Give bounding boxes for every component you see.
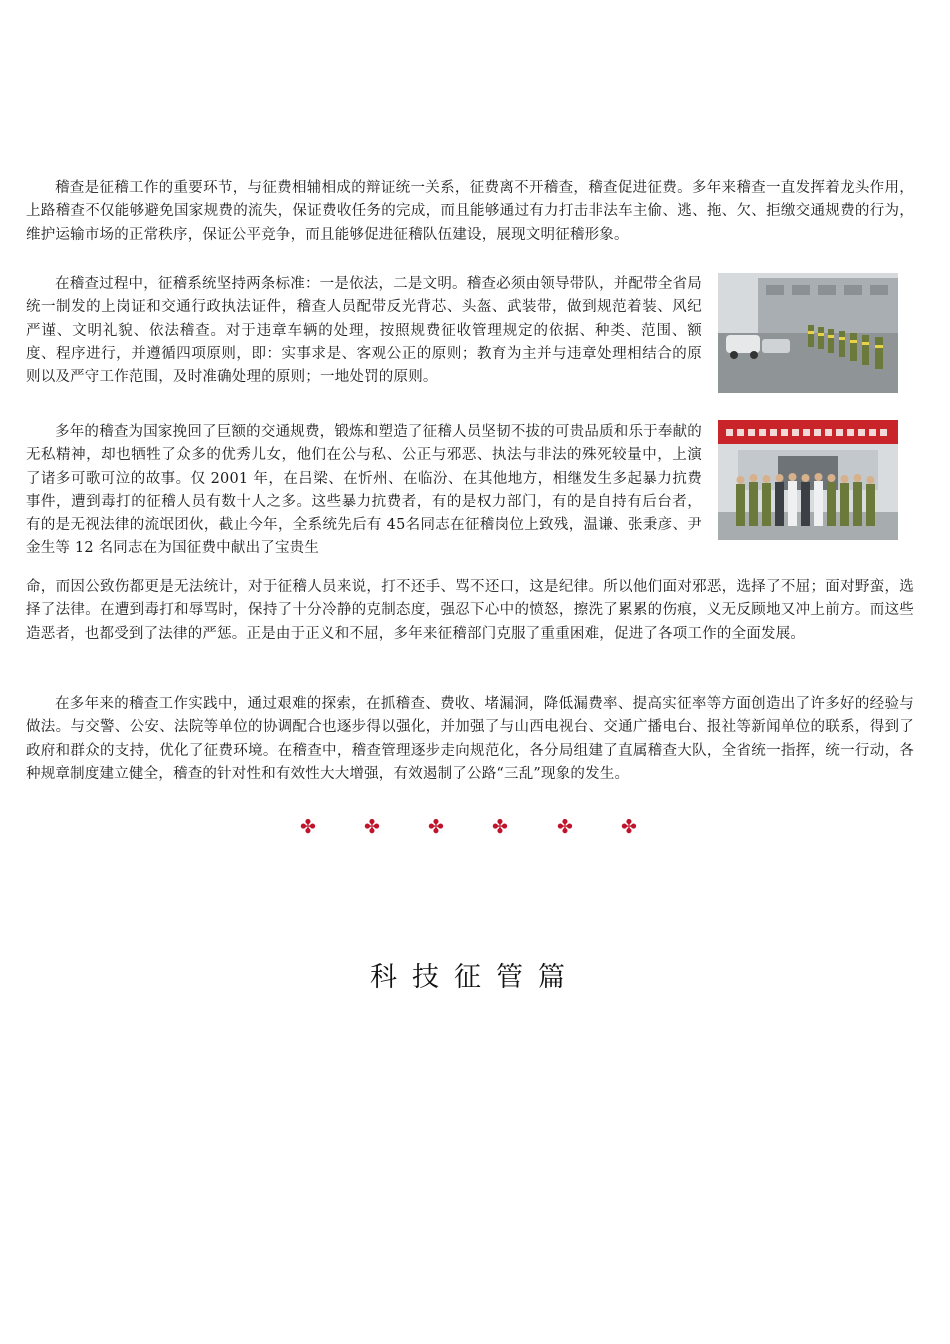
paragraph-audit-standards: 在稽查过程中，征稽系统坚持两条标准：一是依法，二是文明。稽查必须由领导带队，并配带全省局统一制发的上岗证和交通行政执法证件，稽查人员配带反光背芯、头盔、武装带，做到规范着装、风纪严谨、文明礼貌、依法稽查。对于违章车辆的处理，按照规费征收管理规定的依据、种类、范围、额度、程序进行，并遵循四项原则，即：实事求是、客观公正的原则；教育为主并与违章处理相结合的原则以及严守工作范围，及时准确处理的原则；一地处罚的原则。 bbox=[26, 276, 702, 386]
flower-ornament-icon: ✤ bbox=[492, 816, 508, 838]
paragraph-audit-practice: 在多年来的稽查工作实践中，通过艰难的探索，在抓稽查、费收、堵漏洞，降低漏费率、提高实征率等方面创造出了许多好的经验与做法。与交警、公安、法院等单位的协调配合也逐步得以强化，并加强了与山西电视台、交通广播电台、报社等新闻单位的联系，得到了政府和群众的支持，优化了征费环境。在稽查中，稽查管理逐步走向规范化，各分局组建了直属稽查大队，全省统一指挥，统一行动，各种规章制度建立健全，稽查的针对性和有效性大大增强，有效遏制了公路“三乱”现象的发生。 bbox=[26, 696, 914, 782]
flower-ornament-icon: ✤ bbox=[428, 816, 444, 838]
group-photo-image bbox=[718, 420, 898, 540]
paragraph-audit-sacrifice: 多年的稽查为国家挽回了巨额的交通规费，锻炼和塑造了征稽人员坚韧不拔的可贵品质和乐于奉献的无私精神，却也牺牲了众多的优秀儿女，他们在公与私、公正与邪恶、执法与非法的殊死较量中，上演了诸多可歌可泣的故事。仅 2001 年，在吕梁、在忻州、在临汾、在其他地方，相继发生多起暴力抗费事件，遭到毒打的征稽人员有数十人之多。这些暴力抗费者，有的是权力部门，有的是自持有后台者，有的是无视法律的流氓团伙，截止今年，全系统先后有 45名同志在征稽岗位上致残，温谦、张秉彦、尹金生等 12 名同志在为国征费中献出了宝贵生 bbox=[26, 424, 702, 557]
ornament-divider bbox=[0, 815, 950, 839]
paragraph-audit-importance: 稽查是征稽工作的重要环节，与征费相辅相成的辩证统一关系，征费离不开稽查，稽查促进征费。多年来稽查一直发挥着龙头作用，上路稽查不仅能够避免国家规费的流失，保证费收任务的完成，而且能够通过有力打击非法车主偷、逃、拖、欠、拒缴交通规费的行为，维护运输市场的正常秩序，保证公平竞争，而且能够促进征稽队伍建设，展现文明征稽形象。 bbox=[26, 180, 914, 243]
flower-ornament-icon: ✤ bbox=[364, 816, 380, 838]
inspection-team-photo bbox=[718, 273, 898, 393]
flower-ornament-icon: ✤ bbox=[557, 816, 573, 838]
inspection-team-image bbox=[718, 273, 898, 393]
paragraph-audit-discipline: 命，而因公致伤都更是无法统计，对于征稽人员来说，打不还手、骂不还口，这是纪律。所以他们面对邪恶，选择了不屈；面对野蛮，选择了法律。在遭到毒打和辱骂时，保持了十分冷静的克制态度，强忍下心中的愤怒，擦洗了累累的伤痕，义无反顾地又冲上前方。而这些造恶者，也都受到了法律的严惩。正是由于正义和不屈，多年来征稽部门克服了重重困难，促进了各项工作的全面发展。 bbox=[26, 579, 914, 642]
flower-ornament-icon: ✤ bbox=[300, 816, 316, 838]
section-title: 科技征管篇 bbox=[370, 962, 580, 993]
flower-ornament-icon: ✤ bbox=[621, 816, 637, 838]
group-photo bbox=[718, 420, 898, 540]
